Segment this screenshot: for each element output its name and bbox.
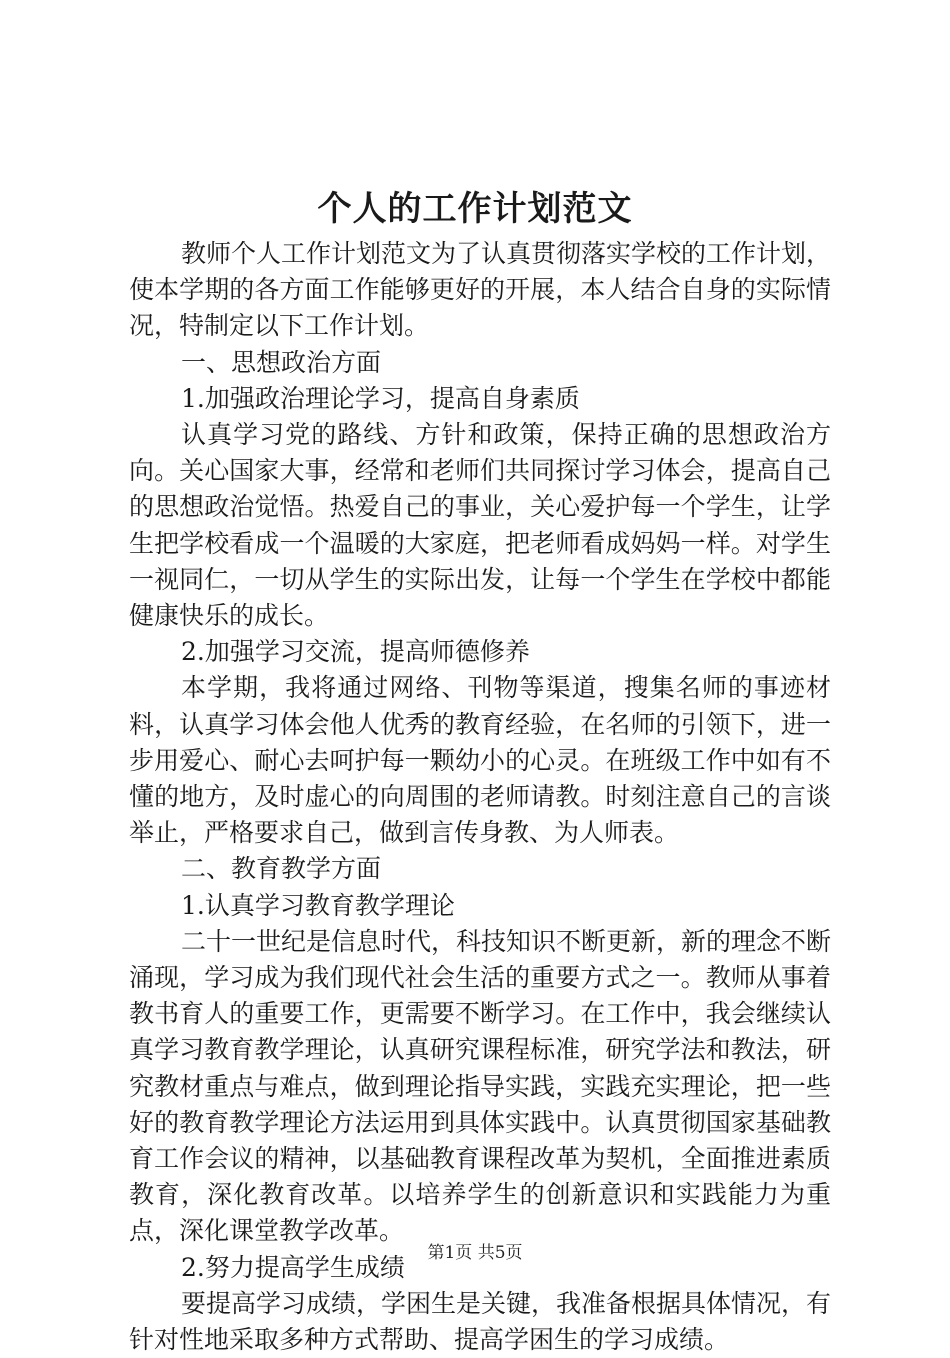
section-heading-1: 一、思想政治方面 — [181, 347, 382, 377]
subsection-heading-2-2: 2.努力提高学生成绩 — [181, 1252, 405, 1282]
subsection-heading-1-2: 2.加强学习交流，提高师德修养 — [181, 637, 530, 667]
paragraph-1-1: 认真学习党的路线、方针和政策，保持正确的思想政治方向。关心国家大事，经常和老师们共同探讨学习体会，提高自己的思想政治觉悟。热爱自己的事业，关心爱护每一个学生，让学生把学校看成一个温暖的大家庭，把老师看成妈妈一样。对学生一视同仁，一切从学生的实际出发，让每一个学生在学校中都能健康快乐的成长。 — [129, 420, 831, 631]
page-number-footer: 第1页 共5页 — [427, 1243, 523, 1263]
paragraph-1-2: 本学期，我将通过网络、刊物等渠道，搜集名师的事迹材料，认真学习体会他人优秀的教育经验，在名师的引领下，进一步用爱心、耐心去呵护每一颗幼小的心灵。在班级工作中如有不懂的地方，及时虚心的向周围的老师请教。时刻注意自己的言谈举止，严格要求自己，做到言传身教、为人师表。 — [129, 673, 831, 848]
subsection-heading-1-1: 1.加强政治理论学习，提高自身素质 — [181, 383, 580, 413]
document-title: 个人的工作计划范文 — [317, 189, 633, 229]
paragraph-2-1: 二十一世纪是信息时代，科技知识不断更新，新的理念不断涌现，学习成为我们现代社会生活的重要方式之一。教师从事着教书育人的重要工作，更需要不断学习。在工作中，我会继续认真学习教育教学理论，认真研究课程标准，研究学法和教法，研究教材重点与难点，做到理论指导实践，实践充实理论，把一些好的教育教学理论方法运用到具体实践中。认真贯彻国家基础教育工作会议的精神，以基础教育课程改革为契机，全面推进素质教育，深化教育改革。以培养学生的创新意识和实践能力为重点，深化课堂教学改革。 — [129, 926, 832, 1246]
paragraph-intro: 教师个人工作计划范文为了认真贯彻落实学校的工作计划，使本学期的各方面工作能够更好的开展，本人结合自身的实际情况，特制定以下工作计划。 — [129, 239, 832, 341]
section-heading-2: 二、教育教学方面 — [181, 854, 382, 884]
subsection-heading-2-1: 1.认真学习教育教学理论 — [181, 890, 455, 920]
document-body — [129, 236, 831, 1358]
paragraph-2-2: 要提高学习成绩，学困生是关键，我准备根据具体情况，有针对性地采取多种方式帮助、提高学困生的学习成绩。 — [129, 1288, 832, 1355]
